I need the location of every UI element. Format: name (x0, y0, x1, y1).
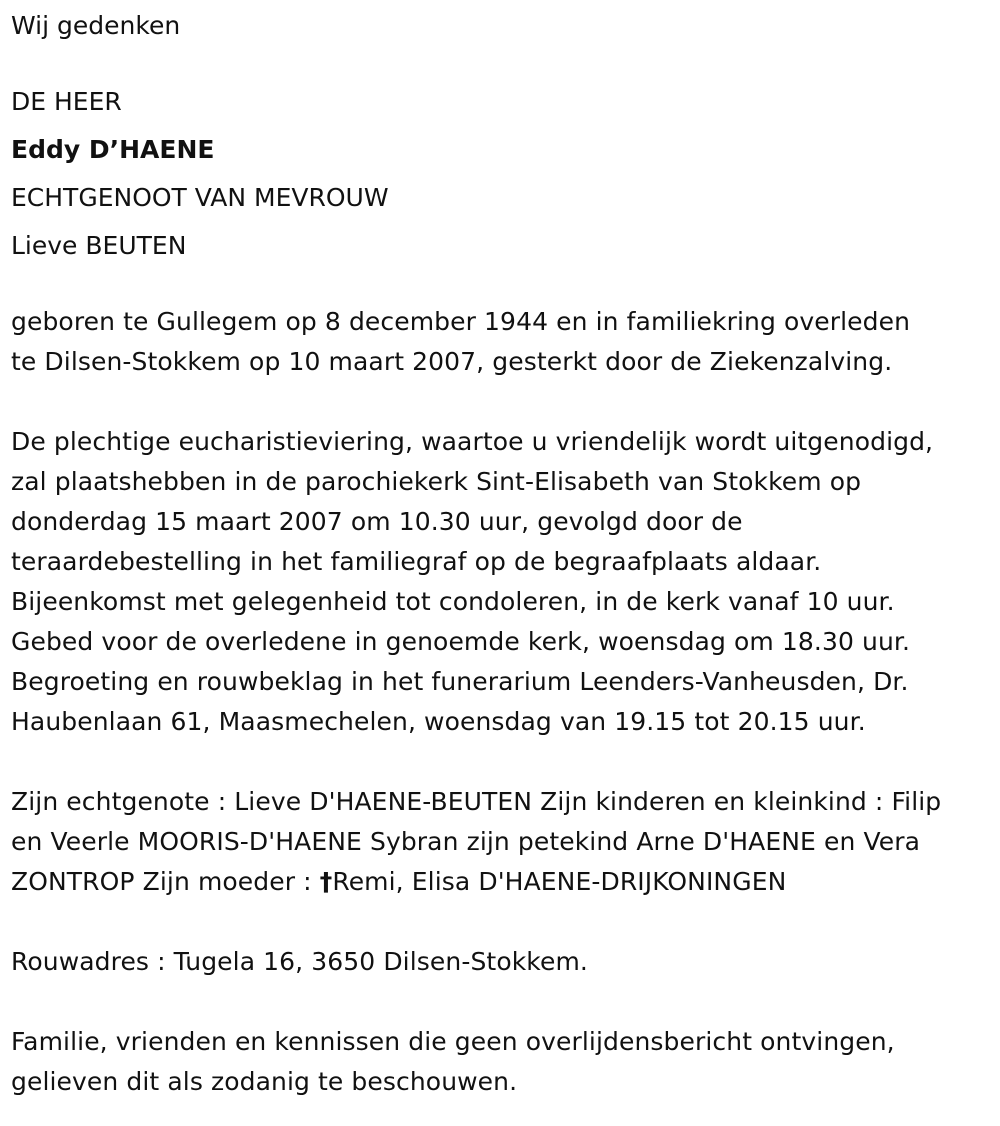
closing-paragraph (11, 1022, 1000, 1102)
paragraph-text: Remi, Elisa D'HAENE-DRIJKONINGEN (332, 867, 787, 896)
spouse-name: Lieve BEUTEN (11, 231, 187, 260)
family-paragraph (11, 782, 1000, 902)
spacer (11, 902, 1000, 942)
spouse-heading: ECHTGENOOT VAN MEVROUW (11, 183, 389, 212)
paragraph-line: te Dilsen-Stokkem op 10 maart 2007, gesterkt door de Ziekenzalving. (11, 347, 893, 376)
paragraph-line: Familie, vrienden en kennissen die geen overlijdensbericht ontvingen, (11, 1027, 895, 1056)
paragraph-line: gelieven dit als zodanig te beschouwen. (11, 1067, 518, 1096)
paragraph-line: donderdag 15 maart 2007 om 10.30 uur, gevolgd door de (11, 507, 743, 536)
paragraph-line: Begroeting en rouwbeklag in het funerarium Leenders-Vanheusden, Dr. (11, 667, 909, 696)
paragraph-line (11, 862, 1000, 902)
paragraph-line: Zijn echtgenote : Lieve D'HAENE-BEUTEN Zijn kinderen en kleinkind : Filip (11, 787, 942, 816)
spacer (11, 982, 1000, 1022)
paragraph-line: Gebed voor de overledene in genoemde kerk, woensdag om 18.30 uur. (11, 627, 911, 656)
birth-death-paragraph (11, 302, 1000, 382)
ceremony-paragraph (11, 422, 1000, 742)
paragraph-line: zal plaatshebben in de parochiekerk Sint-Elisabeth van Stokkem op (11, 467, 862, 496)
spacer (11, 742, 1000, 782)
paragraph-text: ZONTROP Zijn moeder : (11, 867, 320, 896)
paragraph-line: teraardebestelling in het familiegraf op de begraafplaats aldaar. (11, 547, 822, 576)
paragraph-line: en Veerle MOORIS-D'HAENE Sybran zijn petekind Arne D'HAENE en Vera (11, 827, 921, 856)
spacer (11, 46, 1000, 78)
paragraph-line: Bijeenkomst met gelegenheid tot condoleren, in de kerk vanaf 10 uur. (11, 587, 895, 616)
paragraph-line: Haubenlaan 61, Maasmechelen, woensdag van 19.15 tot 20.15 uur. (11, 707, 866, 736)
deceased-name: Eddy D’HAENE (11, 135, 215, 164)
paragraph-line: geboren te Gullegem op 8 december 1944 en in familiekring overleden (11, 307, 911, 336)
spacer (11, 382, 1000, 422)
cross-icon: † (319, 867, 333, 896)
deceased-title: DE HEER (11, 87, 122, 116)
paragraph-line: De plechtige eucharistieviering, waartoe u vriendelijk wordt uitgenodigd, (11, 427, 934, 456)
mourning-address: Rouwadres : Tugela 16, 3650 Dilsen-Stokkem. (11, 947, 588, 976)
intro-text: Wij gedenken (11, 11, 181, 40)
spacer (11, 270, 1000, 302)
